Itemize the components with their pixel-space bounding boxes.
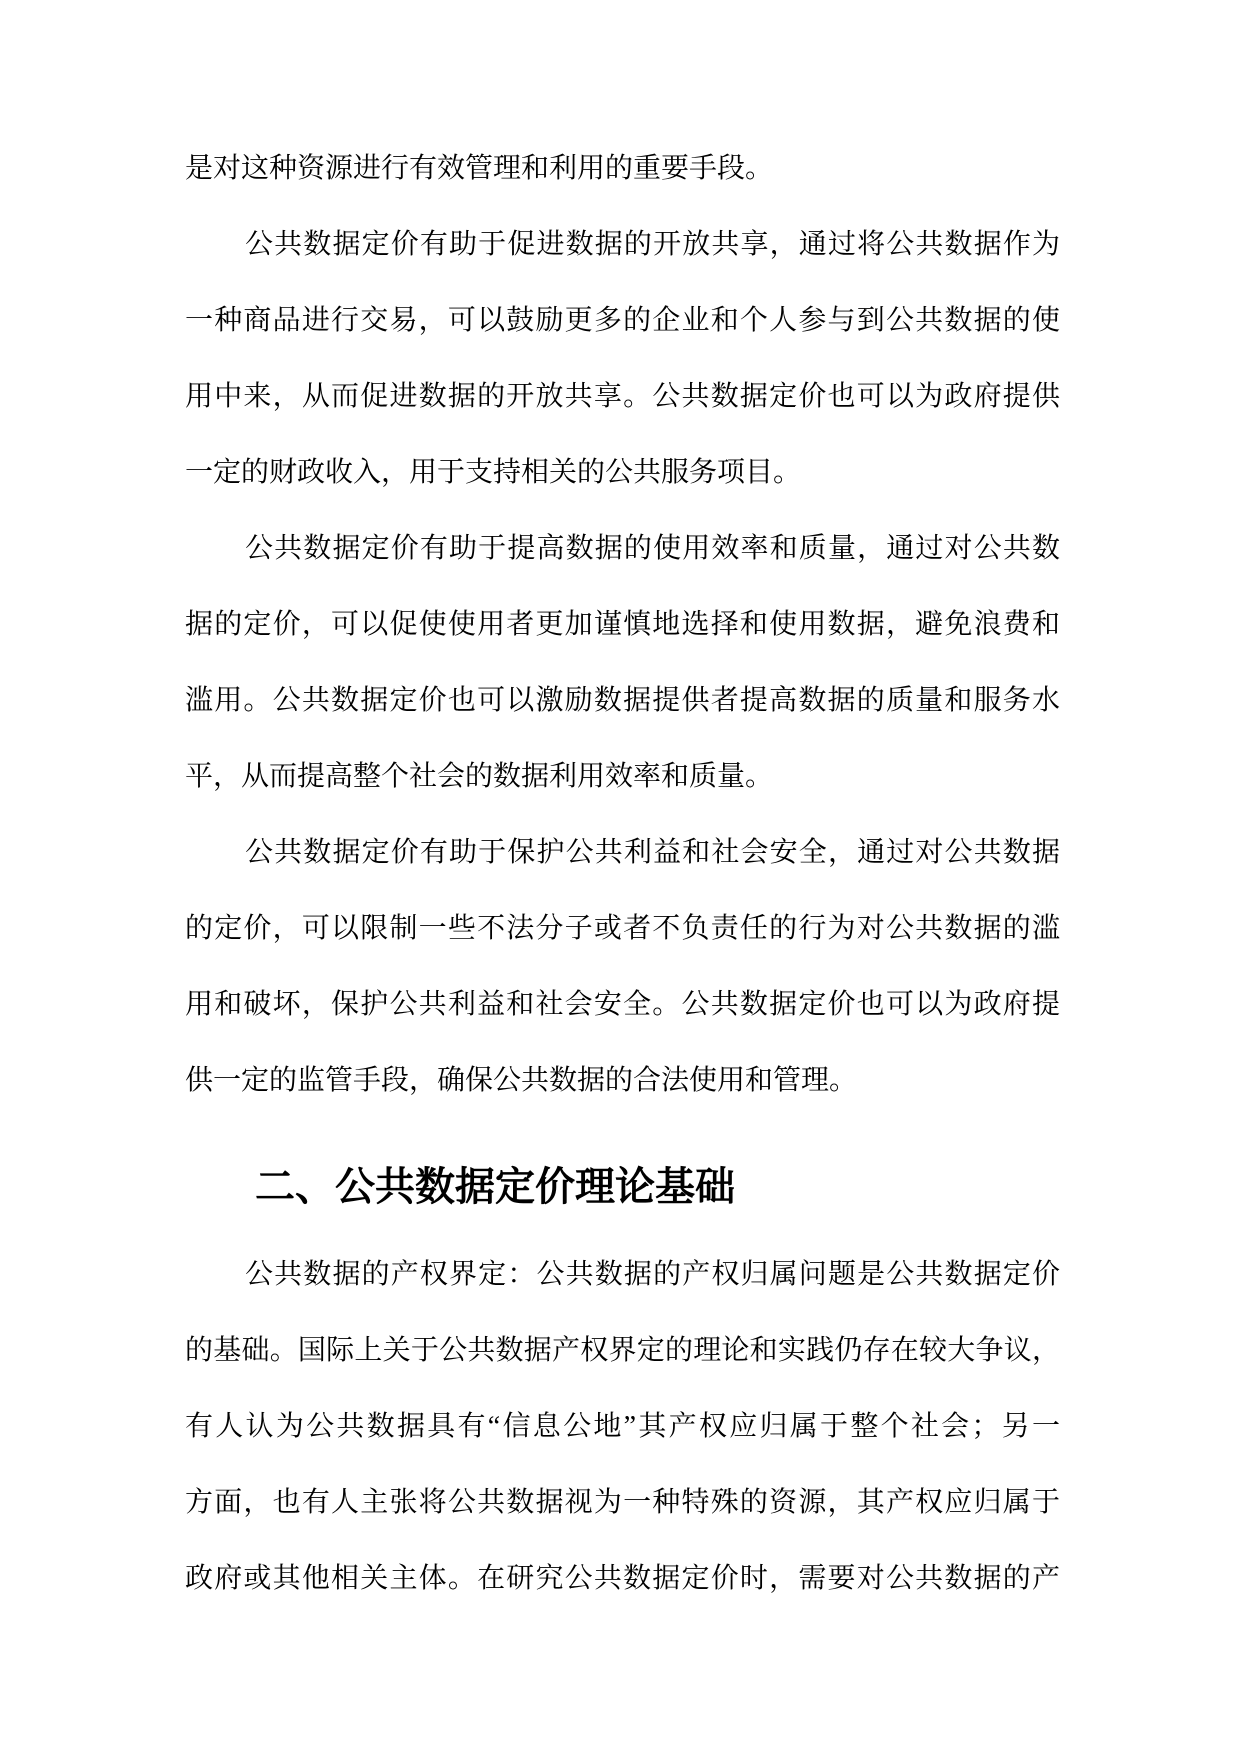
- text-line: 用和破坏，保护公共利益和社会安全。公共数据定价也可以为政府提: [185, 989, 1060, 1020]
- text-line: 公共数据定价有助于促进数据的开放共享，通过将公共数据作为: [245, 229, 1060, 260]
- text-line: 公共数据定价有助于提高数据的使用效率和质量，通过对公共数: [245, 533, 1060, 564]
- text-line: 有人认为公共数据具有“信息公地”其产权应归属于整个社会；另一: [185, 1411, 1060, 1442]
- text-line: 方面，也有人主张将公共数据视为一种特殊的资源，其产权应归属于: [185, 1487, 1060, 1518]
- text-line: 公共数据定价有助于保护公共利益和社会安全，通过对公共数据: [245, 837, 1060, 868]
- text-line: 平，从而提高整个社会的数据利用效率和质量。: [185, 761, 774, 792]
- text-line: 的定价，可以限制一些不法分子或者不负责任的行为对公共数据的滥: [185, 913, 1060, 944]
- text-line: 用中来，从而促进数据的开放共享。公共数据定价也可以为政府提供: [185, 381, 1060, 412]
- text-line: 一种商品进行交易，可以鼓励更多的企业和个人参与到公共数据的使: [185, 305, 1060, 336]
- text-line: 是对这种资源进行有效管理和利用的重要手段。: [185, 153, 774, 184]
- section-heading: 二、公共数据定价理论基础: [255, 1165, 735, 1209]
- text-line: 政府或其他相关主体。在研究公共数据定价时，需要对公共数据的产: [185, 1563, 1060, 1594]
- text-line: 据的定价，可以促使使用者更加谨慎地选择和使用数据，避免浪费和: [185, 609, 1060, 640]
- text-line: 供一定的监管手段，确保公共数据的合法使用和管理。: [185, 1065, 858, 1096]
- text-line: 公共数据的产权界定：公共数据的产权归属问题是公共数据定价: [245, 1259, 1060, 1290]
- text-line: 滥用。公共数据定价也可以激励数据提供者提高数据的质量和服务水: [185, 685, 1060, 716]
- text-line: 一定的财政收入，用于支持相关的公共服务项目。: [185, 457, 802, 488]
- text-line: 的基础。国际上关于公共数据产权界定的理论和实践仍存在较大争议，: [185, 1335, 1060, 1366]
- document-body: [185, 131, 1060, 1617]
